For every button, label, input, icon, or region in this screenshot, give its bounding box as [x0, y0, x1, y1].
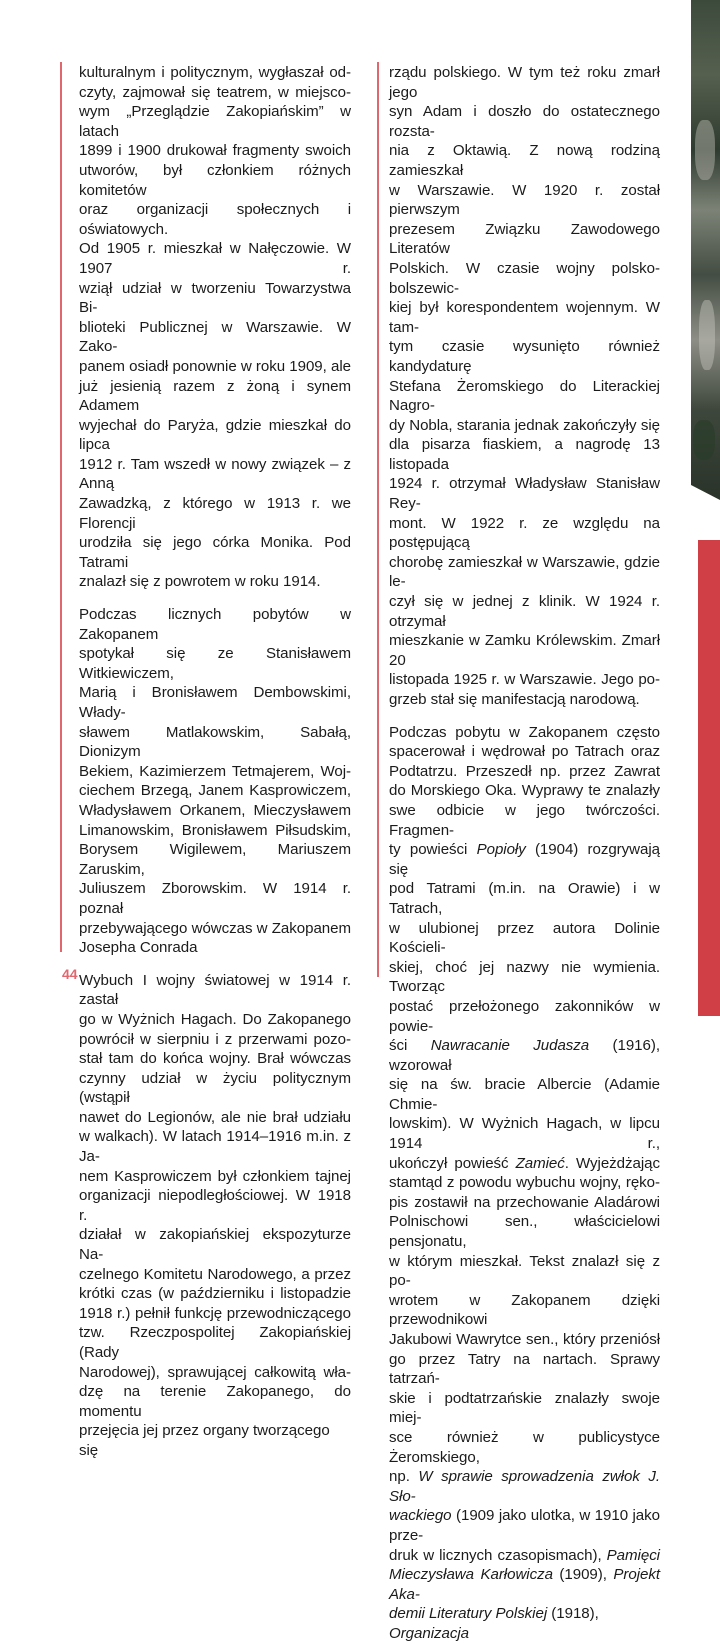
text-line: Narodowej), sprawującej całkowitą wła- — [79, 1363, 351, 1381]
text-line: się na św. bracie Albercie (Adamie Chmie- — [389, 1076, 660, 1113]
text-line: mieszkanie w Zamku Królewskim. Zmarł 20 — [389, 632, 660, 669]
edge-photo-strip — [691, 0, 720, 500]
paragraph — [389, 63, 660, 710]
text-line: nawet do Legionów, ale nie brał udziału — [79, 1108, 351, 1126]
text-line: grzeb stał się manifestacją narodową. — [389, 691, 640, 708]
text-line: kiej był korespondentem wojennym. W tam- — [389, 299, 660, 336]
text-line: powrócił w sierpniu i z przerwami pozo- — [79, 1030, 351, 1048]
text-line: czył się w jednej z klinik. W 1924 r. otrzymał — [389, 593, 660, 630]
page-number: 44 — [62, 966, 78, 982]
text-line: kulturalnym i politycznym, wygłaszał od- — [79, 64, 351, 81]
text-line: panem osiadł ponownie w roku 1909, ale — [79, 357, 351, 375]
text-line: demii Literatury Polskiej (1918), Organizacja — [389, 1605, 599, 1642]
paragraph — [79, 971, 351, 1461]
text-line: Zawadzką, z którego w 1913 r. we Florencji — [79, 495, 351, 532]
text-line: tym czasie wysunięto również kandydaturę — [389, 338, 660, 375]
text-line: ciechem Brzegą, Janem Kasprowiczem, — [79, 782, 351, 800]
left-column-rule — [60, 62, 62, 952]
text-line: Jakubowi Wawrytce sen., który przeniósł — [389, 1331, 660, 1348]
text-line: wrotem w Zakopanem dzięki przewodnikowi — [389, 1291, 660, 1329]
text-line: swe odbicie w jego twórczości. Fragmen- — [389, 801, 660, 839]
left-text-column — [79, 63, 351, 1461]
text-line: czynny udział w życiu politycznym (wstąpił — [79, 1069, 351, 1107]
text-line: Stefana Żeromskiego do Literackiej Nagro- — [389, 377, 660, 415]
text-line: utworów, był członkiem różnych komitetów — [79, 161, 351, 199]
text-line: wackiego (1909 jako ulotka, w 1910 jako prze- — [389, 1507, 660, 1544]
text-line: 1924 r. otrzymał Władysław Stanisław Rey- — [389, 475, 660, 513]
text-line: 1912 r. Tam wszedł w nowy związek – z Anną — [79, 455, 351, 493]
text-line: krótki czas (w październiku i listopadzie — [79, 1285, 351, 1303]
text-line: oraz organizacji społecznych i oświatowych. — [79, 201, 351, 238]
text-line: listopada 1925 r. w Warszawie. Jego po- — [389, 671, 660, 689]
paragraph — [79, 605, 351, 958]
text-line: Josepha Conrada — [79, 939, 198, 957]
text-line: np. W sprawie sprowadzenia zwłok J. Sło- — [389, 1468, 660, 1505]
text-line: Polskich. W czasie wojny polsko-bolszewic- — [389, 259, 660, 297]
text-line: go przez Tatry na nartach. Sprawy tatrzań- — [389, 1350, 660, 1388]
text-line: druk w licznych czasopismach), Pamięci — [389, 1546, 660, 1564]
text-line: 1918 r.) pełnił funkcję przewodniczącego — [79, 1304, 351, 1322]
text-line: wym „Przeglądzie Zakopiańskim” w latach — [79, 103, 351, 140]
text-line: stamtąd z powodu wybuchu wojny, ręko- — [389, 1174, 660, 1192]
text-line: pis zostawił na przechowanie Aladárowi — [389, 1193, 660, 1211]
text-line: Marią i Bronisławem Dembowskimi, Włady- — [79, 684, 351, 721]
text-line: w walkach). W latach 1914–1916 m.in. z Ja- — [79, 1128, 351, 1166]
text-line: blioteki Publicznej w Warszawie. W Zako- — [79, 318, 351, 356]
text-line: dla pisarza fiaskiem, a nagrodę 13 listopada — [389, 436, 660, 473]
text-line: prezesem Związku Zawodowego Literatów — [389, 220, 660, 258]
text-line: do Morskiego Oka. Wyprawy te znalazły — [389, 782, 660, 800]
text-line: skiej, choć jej nazwy nie wymienia. Tworząc — [389, 958, 660, 996]
text-line: nia z Oktawią. Z nową rodziną zamieszkał — [389, 142, 660, 179]
text-line: mont. W 1922 r. ze względu na postępującą — [389, 514, 660, 552]
text-line: rządu polskiego. W tym też roku zmarł jego — [389, 64, 660, 101]
text-line: ści Nawracanie Judasza (1916), wzorował — [389, 1037, 660, 1074]
text-line: przebywającego wówczas w Zakopanem — [79, 919, 351, 937]
text-line: Wybuch I wojny światowej w 1914 r. zastał — [79, 971, 351, 1009]
text-line: Limanowskim, Bronisławem Piłsudskim, — [79, 821, 351, 839]
text-line: go w Wyżnich Hagach. Do Zakopanego — [79, 1010, 351, 1028]
text-line: wyjechał do Paryża, gdzie mieszkał do lipca — [79, 416, 351, 454]
text-line: w Warszawie. W 1920 r. został pierwszym — [389, 181, 660, 219]
text-line: spacerował i wędrował po Tatrach oraz — [389, 743, 660, 761]
text-line: przejęcia jej przez organy tworzącego się — [79, 1422, 330, 1459]
text-line: chorobę zamieszkał w Warszawie, gdzie le- — [389, 553, 660, 591]
right-column-rule — [377, 62, 379, 977]
right-text-column — [389, 63, 660, 1644]
text-line: Borysem Wigilewem, Mariuszem Zaruskim, — [79, 841, 351, 878]
text-line: lowskim). W Wyżnich Hagach, w lipcu 1914 r., — [389, 1115, 660, 1153]
text-line: w ulubionej przez autora Dolinie Kościeli- — [389, 919, 660, 957]
paragraph — [79, 63, 351, 592]
text-line: Mieczysława Karłowicza (1909), Projekt Aka- — [389, 1566, 661, 1603]
text-line: czyty, zajmował się teatrem, w miejsco- — [79, 83, 351, 101]
text-line: w którym mieszkał. Tekst znalazł się z po- — [389, 1252, 660, 1290]
text-line: ty powieści Popioły (1904) rozgrywają się — [389, 841, 660, 878]
text-line: znalazł się z powrotem w roku 1914. — [79, 573, 321, 591]
text-line: działał w zakopiańskiej ekspozyturze Na- — [79, 1226, 351, 1264]
text-line: organizacji niepodległościowej. W 1918 r. — [79, 1187, 351, 1224]
text-line: Juliuszem Zborowskim. W 1914 r. poznał — [79, 880, 351, 917]
edge-red-block — [698, 540, 720, 1016]
text-line: dzę na terenie Zakopanego, do momentu — [79, 1383, 351, 1420]
text-line: Podczas pobytu w Zakopanem często — [389, 723, 660, 741]
paragraph — [389, 723, 660, 1644]
text-line: pod Tatrami (m.in. na Orawie) i w Tatrach, — [389, 880, 660, 917]
text-line: wziął udział w tworzeniu Towarzystwa Bi- — [79, 279, 351, 317]
text-line: syn Adam i doszło do ostatecznego rozsta- — [389, 103, 660, 140]
text-line: urodziła się jego córka Monika. Pod Tatrami — [79, 534, 351, 571]
text-line: sławem Matlakowskim, Sabałą, Dionizym — [79, 723, 351, 761]
text-line: już jesienią razem z żoną i synem Adamem — [79, 377, 351, 415]
text-line: spotykał się ze Stanisławem Witkiewiczem, — [79, 645, 351, 682]
text-line: tzw. Rzeczpospolitej Zakopiańskiej (Rady — [79, 1324, 351, 1361]
text-line: dy Nobla, starania jednak zakończyły się — [389, 416, 660, 434]
text-line: nem Kasprowiczem był członkiem tajnej — [79, 1167, 351, 1185]
text-line: Polnischowi sen., właścicielowi pensjonatu, — [389, 1213, 660, 1251]
text-line: czelnego Komitetu Narodowego, a przez — [79, 1265, 351, 1283]
text-line: Podtatrzu. Przeszedł np. przez Zawrat — [389, 762, 660, 780]
text-line: Od 1905 r. mieszkał w Nałęczowie. W 1907 r. — [79, 240, 351, 277]
text-line: 1899 i 1900 drukował fragmenty swoich — [79, 142, 351, 160]
text-line: Władysławem Orkanem, Mieczysławem — [79, 801, 351, 819]
text-line: skie i podtatrzańskie znalazły swoje miej- — [389, 1389, 660, 1427]
text-line: ukończył powieść Zamieć. Wyjeżdżając — [389, 1154, 660, 1172]
text-line: postać przełożonego zakonników w powie- — [389, 997, 660, 1035]
text-line: sce również w publicystyce Żeromskiego, — [389, 1428, 660, 1466]
text-line: Podczas licznych pobytów w Zakopanem — [79, 606, 351, 643]
text-line: Bekiem, Kazimierzem Tetmajerem, Woj- — [79, 762, 351, 780]
text-line: stał tam do końca wojny. Brał wówczas — [79, 1050, 351, 1068]
